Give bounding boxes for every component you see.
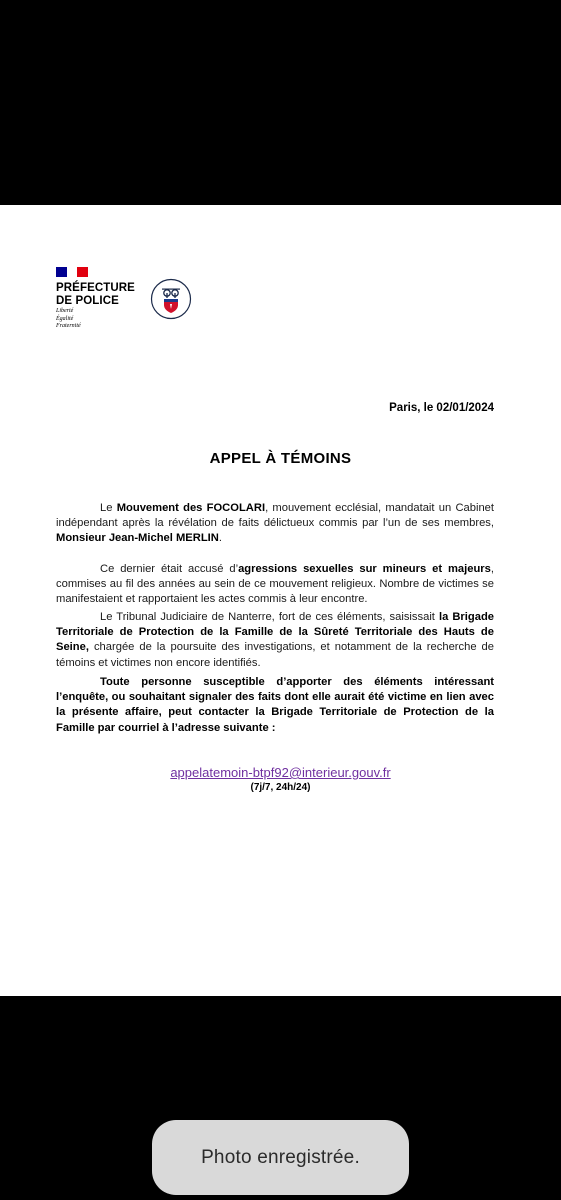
p2-text-2: , commises au fil des années au sein de ce mouvement religieux. Nombre de victimes se manifestaient et rapportaient les actes commis à leur encontre.	[56, 563, 494, 606]
document-title: APPEL À TÉMOINS	[209, 450, 352, 467]
top-black-area	[0, 0, 561, 205]
republic-motto	[56, 308, 136, 331]
marianne-flag-icon	[56, 267, 88, 277]
p3-text-2: chargée de la poursuite des investigations, et notamment de la recherche de témoins et victimes non encore identifiés.	[56, 641, 494, 669]
contact-email-link[interactable]: appelatemoin-btpf92@interieur.gouv.fr	[170, 765, 391, 780]
p2-text-1: Ce dernier était accusé d’	[100, 563, 239, 575]
availability-note: (7j/7, 24h/24)	[250, 782, 311, 793]
org-name-line2: DE POLICE	[56, 294, 119, 307]
motto-line1: Liberté	[56, 308, 74, 314]
p4-bold-1: Toute personne susceptible d’apporter des éléments intéressant l’enquête, ou souhaitant signaler des faits dont elle aurait été victime en lien avec la présente affaire, peut contacter la Brigade Territoriale de Protection de la Famille par courriel à l’adresse suivante :	[56, 676, 494, 734]
paragraph-3	[56, 610, 494, 671]
p3-text-1: Le Tribunal Judiciaire de Nanterre, fort de ces éléments, saisissait	[100, 611, 439, 623]
photo-saved-toast	[152, 1120, 409, 1195]
p1-bold-1: Mouvement des FOCOLARI	[116, 502, 266, 514]
contact-block	[0, 765, 561, 793]
document-date: Paris, le 02/01/2024	[389, 402, 494, 414]
document-image	[0, 205, 561, 996]
paragraph-1	[56, 501, 494, 547]
paragraph-4	[56, 675, 494, 736]
paragraph-2	[56, 562, 494, 608]
p1-bold-2: Monsieur Jean-Michel MERLIN	[56, 532, 219, 545]
toast-message: Photo enregistrée.	[201, 1146, 360, 1168]
p1-text-1: Le	[100, 502, 117, 514]
org-name-line1: PRÉFECTURE	[56, 282, 135, 294]
p2-bold-1: agressions sexuelles sur mineurs et majeurs	[238, 563, 491, 575]
motto-line3: Fraternité	[56, 323, 81, 329]
motto-line2: Égalité	[56, 315, 74, 322]
prefecture-police-emblem-icon	[150, 278, 192, 320]
p3-bold-1: la Brigade Territoriale de Protection de la Famille de la Sûreté Territoriale des Hauts de Seine,	[56, 611, 494, 654]
p1-text-3: .	[218, 532, 222, 545]
p1-text-2: , mouvement ecclésial, mandatait un Cabinet indépendant après la révélation de faits délictueux commis par l’un de ses membres,	[56, 502, 495, 530]
